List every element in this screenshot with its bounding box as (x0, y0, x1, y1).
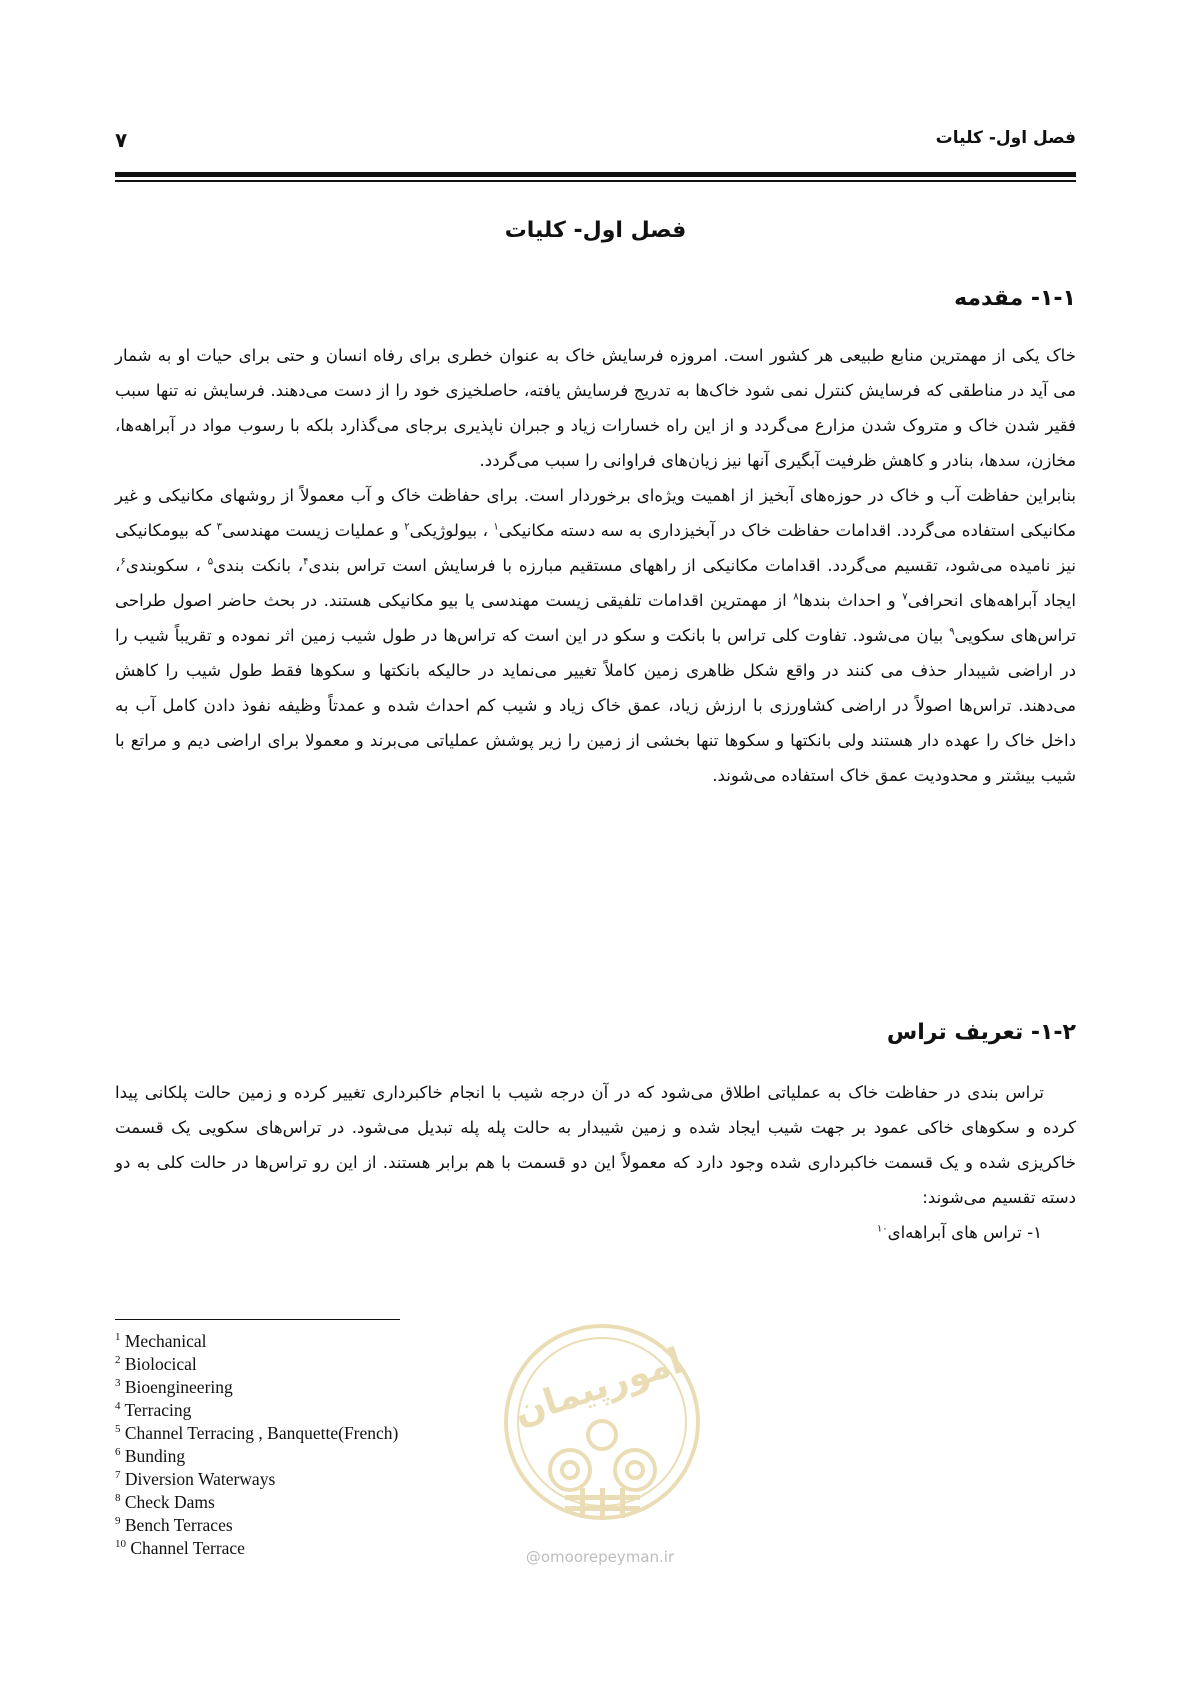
footnote-item (115, 1422, 535, 1445)
header-rule-thick (115, 172, 1076, 177)
text-run: ، بانکت بندی (213, 556, 304, 575)
footnote-item (115, 1537, 535, 1560)
paragraph-terrace-definition: تراس بندی در حفاظت خاک به عملیاتی اطلاق می‌شود که در آن درجه شیب با انجام خاکبرداری تغییر کرده و زمین حالت پلکانی پیدا کرده و سکوهای خاکی عمود بر جهت شیب ایجاد شده و زمین شیبدار به حالت پله پله تبدیل می‌شود. در تراس‌های سکویی یک قسمت خاکریزی شده و یک قسمت خاکبرداری شده وجود دارد که معمولاً این دو قسمت با هم برابر هستند. از این رو تراس‌ها در حالت کلی به دو دسته تقسیم می‌شوند: (115, 1083, 1076, 1207)
text-run: و عملیات زیست مهندسی (222, 521, 405, 540)
footnote-number: 5 (115, 1423, 121, 1436)
footnote-number: 4 (115, 1400, 121, 1413)
text-run: و احداث بندها (798, 591, 903, 610)
footnote-item (115, 1514, 535, 1537)
footnote-ref: ۵ (207, 556, 214, 568)
footnote-item (115, 1399, 535, 1422)
footnote-number: 6 (115, 1446, 121, 1459)
text-run: که بیومکانیکی نیز نامیده می‌شود، تقسیم می‌گردد. اقدامات مکانیکی از راههای مستقیم مبارزه با فرسایش است تراس بندی (115, 521, 1076, 575)
footnote-text: Biolocical (120, 1354, 197, 1374)
footnote-ref: ۹ (949, 626, 955, 638)
running-header (115, 128, 1076, 158)
footnote-ref: ۷ (902, 591, 908, 603)
footnote-number: 8 (115, 1492, 121, 1505)
footnote-text: Bunding (120, 1446, 186, 1466)
text-run: ، بیولوژیکی (409, 521, 494, 540)
footnote-item (115, 1376, 535, 1399)
watermark-logo (490, 1310, 715, 1570)
list-item-channel-terraces (115, 1215, 1076, 1250)
footnote-ref: ۲ (404, 521, 410, 533)
footnote-number: 7 (115, 1469, 121, 1482)
footnote-text: Check Dams (120, 1492, 215, 1512)
section-heading-terrace-definition: ۱-۲- تعریف تراس (886, 1020, 1076, 1045)
footnote-text: Channel Terracing , Banquette(French) (120, 1423, 399, 1443)
footnote-text: Bioengineering (120, 1377, 233, 1397)
section-introduction-body (115, 338, 1076, 793)
paragraph-introduction-2 (115, 478, 1076, 793)
footnote-ref: ۱۰ (876, 1223, 888, 1235)
footnote-ref: ۸ (793, 591, 799, 603)
footnote-item (115, 1445, 535, 1468)
footnote-number: 9 (115, 1515, 121, 1528)
footnote-text: Mechanical (120, 1331, 207, 1351)
text-run: بیان می‌شود. تفاوت کلی تراس با بانکت و سکو در این است که تراس‌ها در طول شیب زمین اثر نموده و تقریباً شیب را در اراضی شیبدار حذف می کنند در واقع شکل ظاهری زمین کاملاً تغییر می‌نماید در حالیکه بانکتها و سکوها فقط طول شیب را کاهش می‌دهند. تراس‌ها اصولاً در اراضی کشاورزی با ارزش زیاد، عمق خاک زیاد و شیب کم احداث شده و عمدتاً وظیفه نفوذ دادن کامل آب به داخل خاک را عهده دار هستند ولی بانکتها و سکوها تنها بخشی از زمین را زیر پوشش عملیاتی می‌برند و معمولا برای اراضی دیم و مراتع با شیب بیشتر و محدودیت عمق خاک استفاده می‌شوند. (115, 626, 1076, 785)
footnote-item (115, 1330, 535, 1353)
section-heading-introduction: ۱-۱- مقدمه (954, 286, 1076, 311)
footnote-text: Diversion Waterways (120, 1469, 276, 1489)
footnote-item (115, 1353, 535, 1376)
paragraph-introduction-1: خاک یکی از مهمترین منابع طبیعی هر کشور است. امروزه فرسایش خاک به عنوان خطری برای رفاه انسان و حتی برای حیات او به شمار می آید در مناطقی که فرسایش کنترل نمی شود خاک‌ها به تدریج فرسایش یافته، حاصلخیزی خود را از دست می‌دهند. فرسایش نه تنها سبب فقیر شدن خاک و متروک شدن مزارع می‌گردد و از این راه خسارات زیاد و جبران ناپذیری برجای می‌گذارد بلکه با رسوب مواد در آبراهه‌ها، مخازن، سدها، بنادر و کاهش ظرفیت آبگیری آنها نیز زیان‌های فراوانی را سبب می‌گردد. (115, 346, 1076, 470)
footnote-text: Channel Terrace (126, 1538, 245, 1558)
footnote-number: 2 (115, 1354, 121, 1367)
footnote-ref: ۳ (216, 521, 223, 533)
footnote-ref: ۶ (120, 556, 126, 568)
footnote-text: Terracing (120, 1400, 192, 1420)
running-header-title: فصل اول- کلیات (935, 128, 1076, 148)
footnote-separator (115, 1319, 400, 1320)
text-run: ، ایجاد آبراهه‌های انحرافی (115, 556, 1076, 610)
text-run: ، سکوبندی (125, 556, 208, 575)
footnote-item (115, 1491, 535, 1514)
footnote-item (115, 1468, 535, 1491)
footnote-number: 1 (115, 1331, 121, 1344)
text-run: بنابراین حفاظت آب و خاک در حوزه‌های آبخیز از اهمیت ویژه‌ای برخوردار است. برای حفاظت خاک و آب معمولاً از روشهای مکانیکی و غیر مکانیکی استفاده می‌گردد. اقدامات حفاظت خاک در آبخیزداری به سه دسته مکانیکی (115, 486, 1076, 540)
watermark-url: @omoorepeyman.ir (525, 1548, 675, 1566)
footnote-number: 10 (115, 1538, 126, 1551)
footnotes (115, 1330, 535, 1560)
section-terrace-definition-body (115, 1075, 1076, 1250)
footnote-ref: ۴ (303, 556, 309, 568)
watermark-logo-text: امورپیمان (509, 1340, 688, 1434)
text-run: از مهمترین اقدامات تلفیقی زیست مهندسی یا بیو مکانیکی هستند. در بحث حاضر اصول طراحی تراس‌های سکویی (115, 591, 1076, 645)
footnote-text: Bench Terraces (120, 1515, 233, 1535)
chapter-title: فصل اول- کلیات (504, 218, 687, 243)
footnote-number: 3 (115, 1377, 121, 1390)
list-item-text: ۱- تراس های آبراهه‌ای (887, 1223, 1042, 1242)
page-number: ۷ (115, 128, 128, 152)
header-rule-thin (115, 180, 1076, 182)
footnote-ref: ۱ (493, 521, 499, 533)
